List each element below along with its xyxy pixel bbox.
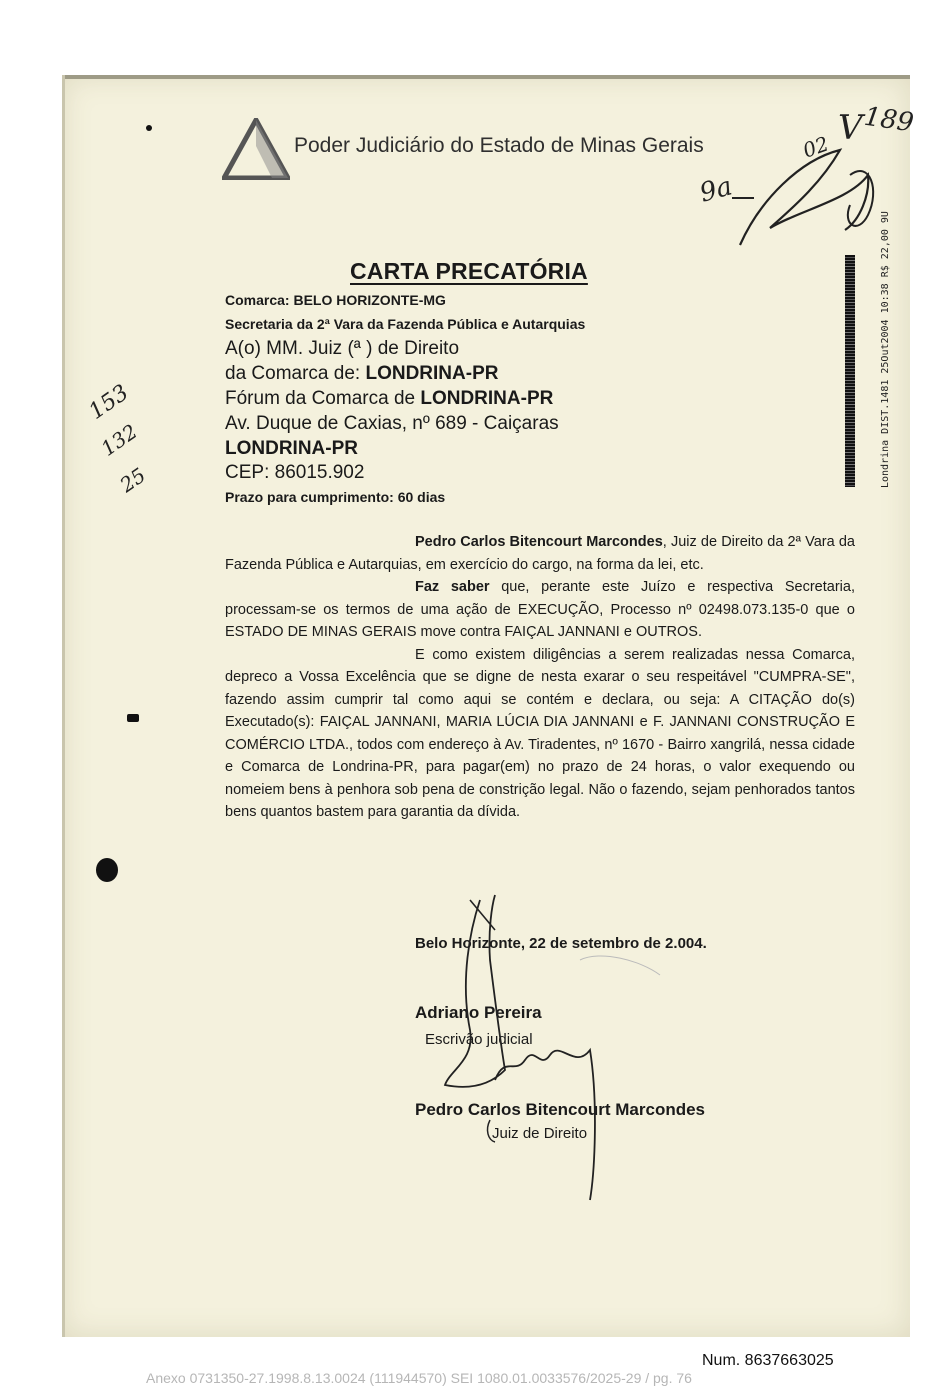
date-line: Belo Horizonte, 22 de setembro de 2.004. <box>415 935 707 952</box>
addressee-line: A(o) MM. Juiz (ª ) de Direito <box>225 338 460 359</box>
scan-speck <box>127 714 139 722</box>
scan-edge <box>62 75 910 79</box>
handwritten-note: 9a <box>696 171 736 209</box>
paragraph-1-text: , Juiz de Direito da 2ª Vara da Fazenda Pública e Autarquias, em exercício do cargo, na forma da lei, etc. <box>225 534 855 573</box>
addressee-street: Av. Duque de Caxias, nº 689 - Caiçaras <box>225 413 559 434</box>
handwritten-margin-note: 153 <box>84 380 134 425</box>
scan-speck <box>146 125 152 131</box>
judge-name: Pedro Carlos Bitencourt Marcondes <box>415 534 663 550</box>
paragraph-1 <box>225 531 855 576</box>
handwritten-note: 02 <box>799 131 832 163</box>
addressee-city: LONDRINA-PR <box>225 438 358 459</box>
signature-name-judge: Pedro Carlos Bitencourt Marcondes <box>415 1100 706 1119</box>
paragraph-3-text: E como existem diligências a serem realizadas nessa Comarca, depreco a Vossa Excelência que se digne de nesta exarar o seu respeitável "CUMPRA-SE", fazendo assim cumprir tal como aqui se contém e declara, ou seja: A CITAÇÃO do(s) Executado(s): FAIÇAL JANNANI, MARIA LÚCIA DIA JANNANI e F. JANNANI CONSTRUÇÃO E COMÉRCIO LTDA., todos com endereço à Av. Tiradentes, nº 1670 - Bairro xangrilá, nessa cidade e Comarca de Londrina-PR, para pagar(em) no prazo de 24 horas, o valor exequendo ou nomeiem bens à penhora sob pena de constrição legal. Não o fazendo, sejam penhorados tantos bens quantos bastem para garantia da dívida. <box>225 646 855 820</box>
deadline-line: Prazo para cumprimento: 60 dias <box>225 489 446 505</box>
stamp-barcode <box>845 255 855 487</box>
paragraph-3 <box>225 644 855 824</box>
triangle-logo-icon <box>222 118 290 180</box>
addressee-comarca: da Comarca de: LONDRINA-PR <box>225 363 499 384</box>
document-title: CARTA PRECATÓRIA <box>350 258 588 284</box>
addressee-forum: Fórum da Comarca de LONDRINA-PR <box>225 388 554 409</box>
signature-role-clerk: Escrivão judicial <box>425 1031 533 1048</box>
handwritten-note: 189 <box>862 101 916 139</box>
handwritten-note: V <box>838 108 863 148</box>
signature-name-clerk: Adriano Pereira <box>415 1003 542 1022</box>
distribution-stamp: Londrina DIST.1481 25Out2004 10:38 R$ 22,00 9U <box>880 211 891 488</box>
document-metadata: Anexo 0731350-27.1998.8.13.0024 (111944570) SEI 1080.01.0033576/2025-29 / pg. 76 <box>146 1370 692 1386</box>
document-number: Num. 8637663025 <box>702 1352 834 1369</box>
institution-name: Poder Judiciário do Estado de Minas Gerais <box>294 134 704 157</box>
signature-role-judge: Juiz de Direito <box>492 1125 588 1142</box>
secretaria-line: Secretaria da 2ª Vara da Fazenda Pública e Autarquias <box>225 316 586 332</box>
addressee-cep: CEP: 86015.902 <box>225 462 365 483</box>
letter-body <box>225 531 855 824</box>
paragraph-2-text: que, perante este Juízo e respectiva Secretaria, processam-se os termos de uma ação de EXECUÇÃO, Processo nº 02498.073.135-0 que o ESTADO DE MINAS GERAIS move contra FAIÇAL JANNANI e OUTROS. <box>225 579 855 640</box>
scan-edge <box>62 75 65 1337</box>
paragraph-2 <box>225 576 855 644</box>
hole-punch-mark <box>96 858 118 882</box>
comarca-line: Comarca: BELO HORIZONTE-MG <box>225 292 446 308</box>
handwritten-margin-note: 132 <box>96 419 142 461</box>
faz-saber: Faz saber <box>415 579 490 595</box>
handwritten-margin-note: 25 <box>115 462 151 498</box>
